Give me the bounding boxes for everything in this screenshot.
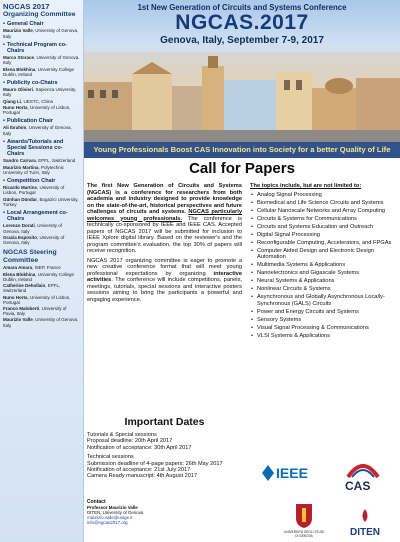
topics-list: [250, 192, 396, 340]
svg-text:UNIVERSITÀ DEGLI STUDI: UNIVERSITÀ DEGLI STUDI: [283, 530, 325, 534]
sidebar-section-awards: • Awards/Tutorials and Special Sessions co-Chairs Sandro Carrara, EPFL, Switzerland Maurizio Martina, Polytechnic University of Turin, Italy: [3, 138, 76, 175]
sidebar-subtitle: Organizing Committee: [3, 10, 76, 18]
bullet-icon: •: [3, 138, 5, 145]
list-item: • Neural Systems & Applications: [250, 278, 396, 285]
bullet-icon: •: [3, 41, 5, 48]
list-item: • Sensory Systems: [250, 317, 396, 324]
diten-logo: [340, 506, 390, 538]
bullet-icon: •: [3, 210, 5, 217]
conference-banner: Young Professionals Boost CAS Innovation into Society for a better Quality of Life: [84, 142, 400, 158]
intro-text: The first New Generation of Circuits and Systems (NGCAS) is a conference for researchers from both academia and industry designed to provide knowledge on the state-of-the-art, historical perspectives and future challenges of circuits and systems. NGCAS particularly welcomes young professionals. The conference is technically co-sponsored by IEEE and IEEE CAS. Accepted papers of NGCAS 2017 will be submitted for inclusion to IEEE Xplore digital library. Based on the reviewer's and the program committee's evaluation, the top 30% of papers will receive recognition. NGCAS 2017 organizing committee is eager to promote a new creative conference format that will meet young professional expectations by organizing interactive activities. The conference will include competitions, panels, meetings, tutorials, special sessions and interactive posters sessions aiming to bring the participants a powerful and engaging experience.: [87, 183, 242, 303]
list-item: • Biomedical and Life Science Circuits and Systems: [250, 200, 396, 207]
call-for-papers-title: Call for Papers: [189, 160, 295, 177]
steering-committee-list: Amara Amara, ISEP, France Elena Blokhina, University College Dublin, Ireland Catherine Dehollain, EPFL, Switzerland Nuno Horta, University of Lisbon, Portugal Franco Maloberti, University of Pavia, Italy Maurizio Valle, University of Genova, Italy: [3, 265, 79, 328]
sidebar-section-publicity: • Publicity co-Chairs Mauro Olivieri, Sapienza University, Italy Qiang Li, UESTC, China Nuno Horta, University of Lisbon, Portugal: [3, 80, 77, 116]
genova-cityscape-image: [84, 52, 400, 144]
svg-text:IEEE: IEEE: [276, 465, 308, 481]
cas-logo: [340, 455, 386, 493]
sidebar-section-competition: • Competition Chair Ricardo Martins, University of Lisbon, Portugal Günhan Dündar, Bogazici University, Turkey: [3, 178, 79, 207]
ieee-logo: [260, 463, 318, 483]
steering-committee-title: NGCAS Steering Committee: [3, 249, 57, 264]
list-item: • Circuits & Systems for Communications: [250, 216, 396, 223]
sidebar-section-general-chair: • General Chair Maurizio Valle, University of Genova, Italy: [3, 21, 79, 39]
important-dates-title: Important Dates: [124, 416, 205, 428]
contact-block: Contact Professor Maurizio Valle DITEN, University of Genova maurizio.valle@unige.it info@ngcas2017.org: [87, 500, 197, 525]
info-email-link[interactable]: info@ngcas2017.org: [87, 520, 128, 526]
list-item: • VLSI Systems & Applications: [250, 333, 396, 340]
list-item: • Circuits and Systems Education and Outreach: [250, 224, 396, 231]
list-item: • Nonlinear Circuits & Systems: [250, 286, 396, 293]
svg-text:DI GENOVA: DI GENOVA: [295, 534, 313, 538]
list-item: • Multimedia Systems & Applications: [250, 262, 396, 269]
sidebar-section-local: • Local Arrangement co-Chairs Lorenzo Dorati, University of Genova, Italy Grazia Esposito, University of Genova, Italy: [3, 210, 68, 246]
list-item: • Power and Energy Circuits and Systems: [250, 309, 396, 316]
organizing-committee-sidebar: [0, 0, 84, 542]
important-dates: Tutorials & Special sessions Proposal deadline: 20th April 2017 Notification of acceptance: 30th April 2017 Technical sessions Submission deadline of 4-page papers: 26th May 2017 Notification of acceptance: 21st July 2017 Camera Ready manuscript: 4th August 2017: [87, 432, 223, 480]
list-item: • Asynchronous and Globally Asynchronous Locally-Synchronous (GALS) Circuits: [250, 294, 396, 307]
topics-column: [250, 183, 396, 339]
sidebar-section-tpc: • Technical Program co-Chairs Marco Storace, University of Genova, Italy Elena Blokhina, University College Dublin, Ireland: [3, 41, 80, 77]
contact-email-link[interactable]: maurizio.valle@unige.it: [87, 515, 133, 521]
svg-text:DITEN: DITEN: [350, 527, 380, 538]
list-item: • Reconfigurable Computing, Accelerators, and FPGAs: [250, 240, 396, 247]
bullet-icon: •: [3, 80, 5, 87]
bullet-icon: •: [3, 21, 5, 28]
list-item: • Analog Signal Processing: [250, 192, 396, 199]
list-item: • Nanoelectronics and Gigascale Systems: [250, 270, 396, 277]
sidebar-section-publication: • Publication Chair Ali Ibrahim, University of Genova, Italy: [3, 118, 72, 136]
conference-header: [84, 0, 400, 158]
conference-title: NGCAS.2017: [175, 11, 309, 34]
list-item: • Visual Signal Processing & Communications: [250, 325, 396, 332]
university-of-genova-logo: [282, 502, 326, 540]
conference-edition: 1st New Generation of Circuits and Systems Conference: [137, 3, 347, 12]
bullet-icon: •: [3, 178, 5, 185]
svg-text:CAS: CAS: [345, 479, 371, 493]
list-item: • Computer Aided Design and Electronic Design Automation: [250, 248, 396, 261]
bullet-icon: •: [3, 118, 5, 125]
topics-heading: The topics include, but are not limited to:: [250, 183, 362, 189]
list-item: • Digital Signal Processing: [250, 232, 396, 239]
conference-date: Genova, Italy, September 7-9, 2017: [160, 35, 324, 46]
list-item: • Cellular Nanoscale Networks and Array Computing: [250, 208, 396, 215]
sidebar-title: NGCAS 2017: [3, 2, 50, 11]
